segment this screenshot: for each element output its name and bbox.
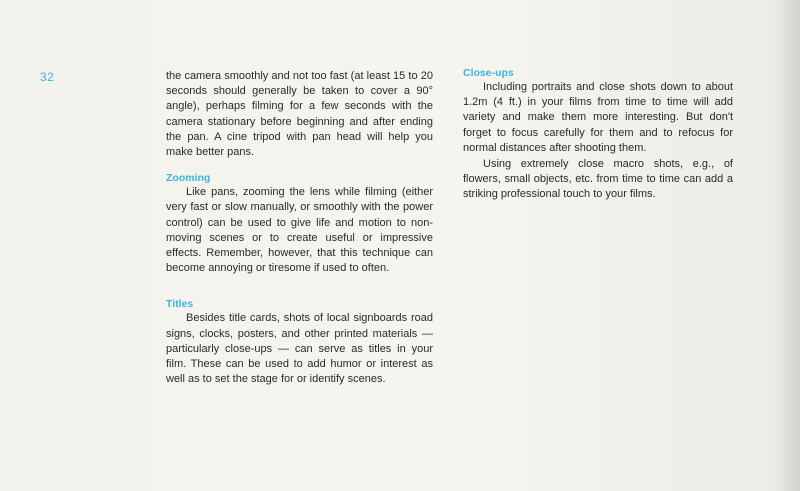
zooming-paragraph: Like pans, zooming the lens while filming (either very fast or slow manually, or smoothly with the power control) can be used to give life and motion to non-moving scenes or to create useful or impressive effects. Remember, however, that this technique can become annoying or tiresome if used to often. bbox=[166, 186, 433, 275]
close-ups-paragraph-1: Including portraits and close shots down to about 1.2m (4 ft.) in your films from time to time will add variety and make them more interesting. But don't forget to focus carefully for them and to refocus for normal distances after shooting them. bbox=[463, 81, 733, 154]
page-number: 32 bbox=[40, 70, 55, 84]
right-column bbox=[463, 67, 733, 203]
section-heading-zooming: Zooming bbox=[166, 172, 211, 185]
spacer bbox=[166, 276, 433, 298]
page-edge-shadow bbox=[776, 0, 800, 491]
close-ups-paragraph-2: Using extremely close macro shots, e.g., of flowers, small objects, etc. from time to time can add a striking professional touch to your films. bbox=[463, 158, 733, 201]
titles-paragraph: Besides title cards, shots of local signboards road signs, clocks, posters, and other printed materials — particularly close-ups — can serve as titles in your film. These can be used to add humor or interest as well as to set the stage for or identify scenes. bbox=[166, 312, 433, 386]
intro-paragraph: the camera smoothly and not too fast (at least 15 to 20 seconds should generally be taken to cover a 90° angle), perhaps filming for a few seconds with the camera stationary before beginning and after ending the pan. A cine tripod with pan head will help you make better pans. bbox=[166, 70, 433, 159]
section-heading-titles: Titles bbox=[166, 298, 194, 311]
left-column bbox=[166, 69, 433, 387]
spacer bbox=[166, 160, 433, 172]
section-heading-close-ups: Close-ups bbox=[463, 67, 514, 79]
